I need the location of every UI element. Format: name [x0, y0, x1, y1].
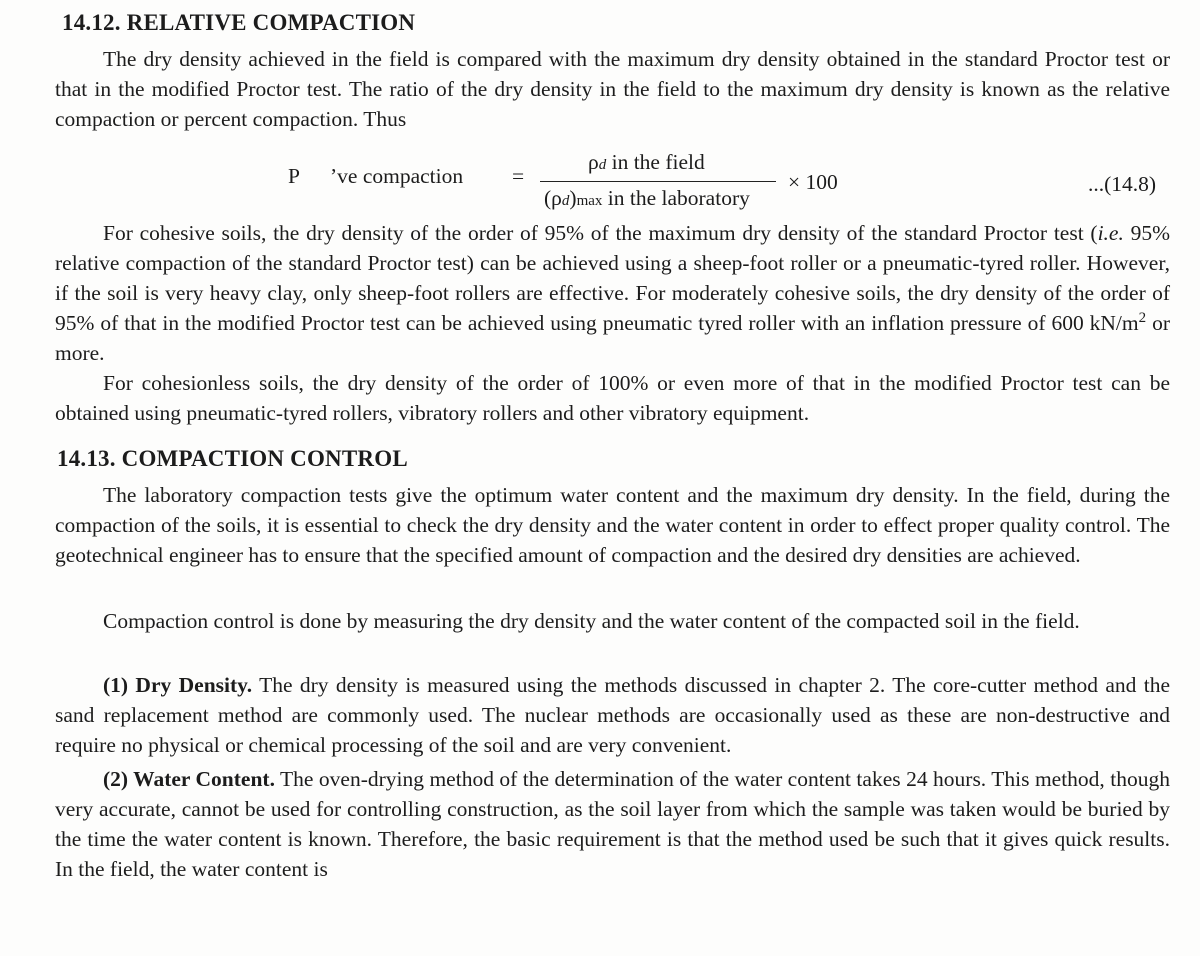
- equation-lhs-letter: P: [288, 164, 300, 188]
- equation-numerator: ρd in the field: [588, 150, 705, 174]
- paragraph-relative-compaction-intro: The dry density achieved in the field is compared with the maximum dry density obtained in the standard Proctor test or that in the modified Proctor test. The ratio of the dry density in the field to the maximum dry density is known as the relative compaction or percent compaction. Thus: [55, 47, 1170, 131]
- paragraph-compaction-control-method: Compaction control is done by measuring the dry density and the water content of the compacted soil in the field.: [103, 609, 1080, 633]
- section-heading-relative-compaction: 14.12. RELATIVE COMPACTION: [62, 10, 416, 35]
- equation-14-8: [0, 150, 1200, 216]
- section-heading-compaction-control: 14.13. COMPACTION CONTROL: [57, 446, 408, 471]
- equation-lhs-text: ’ve compaction: [330, 164, 464, 188]
- equation-fraction-bar: [540, 181, 776, 182]
- paragraph-cohesive-soils: For cohesive soils, the dry density of the order of 95% of the maximum dry density of the standard Proctor test (i.e. 95% relative compaction of the standard Proctor test) can be achieved using a sheep-foot roller or a pneumatic-tyred roller. However, if the soil is very heavy clay, only sheep-foot rollers are effective. For moderately cohesive soils, the dry density of the order of 95% of that in the modified Proctor test can be achieved using pneumatic tyred roller with an inflation pressure of 600 $kN/m^2$ or more.: [55, 221, 1170, 365]
- paragraph-water-content: (2) Water Content. The oven-drying method of the determination of the water content takes 24 hours. This method, though very accurate, cannot be used for controlling construction, as the soil layer from which the sample was taken would be buried by the time the water content is known. Therefore, the basic requirement is that the method used be such that it gives quick results. In the field, the water content is: [55, 767, 1170, 881]
- equation-equals: =: [512, 164, 525, 188]
- paragraph-dry-density: (1) Dry Density. The dry density is measured using the methods discussed in chapter 2. The core-cutter method and the sand replacement method are commonly used. The nuclear methods are occasionally used as these are non-destructive and require no physical or chemical processing of the soil and are very convenient.: [55, 673, 1171, 757]
- paragraph-compaction-control-intro: The laboratory compaction tests give the optimum water content and the maximum dry density. In the field, during the compaction of the soils, it is essential to check the dry density and the water content in order to effect proper quality control. The geotechnical engineer has to ensure that the specified amount of compaction and the desired dry densities are achieved.: [55, 483, 1170, 567]
- equation-multiplier: × 100: [788, 170, 838, 194]
- equation-denominator: (ρd)max in the laboratory: [544, 186, 750, 210]
- paragraph-cohesionless-soils: For cohesionless soils, the dry density of the order of 100% or even more of that in the modified Proctor test can be obtained using pneumatic-tyred rollers, vibratory rollers and other vibratory equipment.: [55, 371, 1170, 425]
- equation-number: ...(14.8): [1088, 172, 1157, 196]
